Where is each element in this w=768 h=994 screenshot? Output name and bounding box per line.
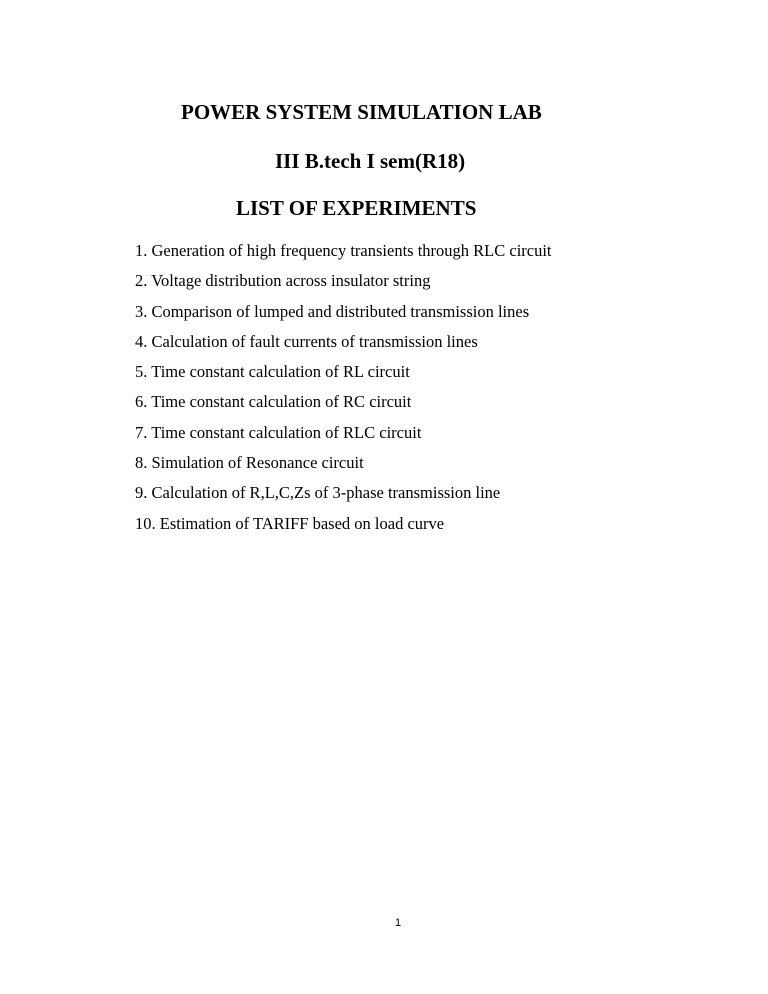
- list-item: 7. Time constant calculation of RLC circuit: [135, 422, 422, 442]
- course-subtitle: III B.tech I sem(R18): [275, 149, 466, 173]
- list-item: 4. Calculation of fault currents of transmission lines: [135, 331, 478, 351]
- list-item: 2. Voltage distribution across insulator string: [135, 271, 431, 291]
- list-item: 6. Time constant calculation of RC circuit: [135, 392, 412, 412]
- page-number: 1: [394, 917, 402, 929]
- list-item: 9. Calculation of R,L,C,Zs of 3-phase transmission line: [135, 483, 501, 503]
- list-item: 8. Simulation of Resonance circuit: [135, 453, 364, 473]
- list-item: 5. Time constant calculation of RL circuit: [135, 362, 410, 382]
- experiment-list: [135, 240, 552, 543]
- list-item: 1. Generation of high frequency transients through RLC circuit: [135, 241, 552, 260]
- list-heading: LIST OF EXPERIMENTS: [236, 196, 477, 220]
- list-item: 3. Comparison of lumped and distributed transmission lines: [135, 301, 530, 321]
- page-title: POWER SYSTEM SIMULATION LAB: [181, 100, 542, 124]
- list-item: 10. Estimation of TARIFF based on load curve: [135, 513, 445, 533]
